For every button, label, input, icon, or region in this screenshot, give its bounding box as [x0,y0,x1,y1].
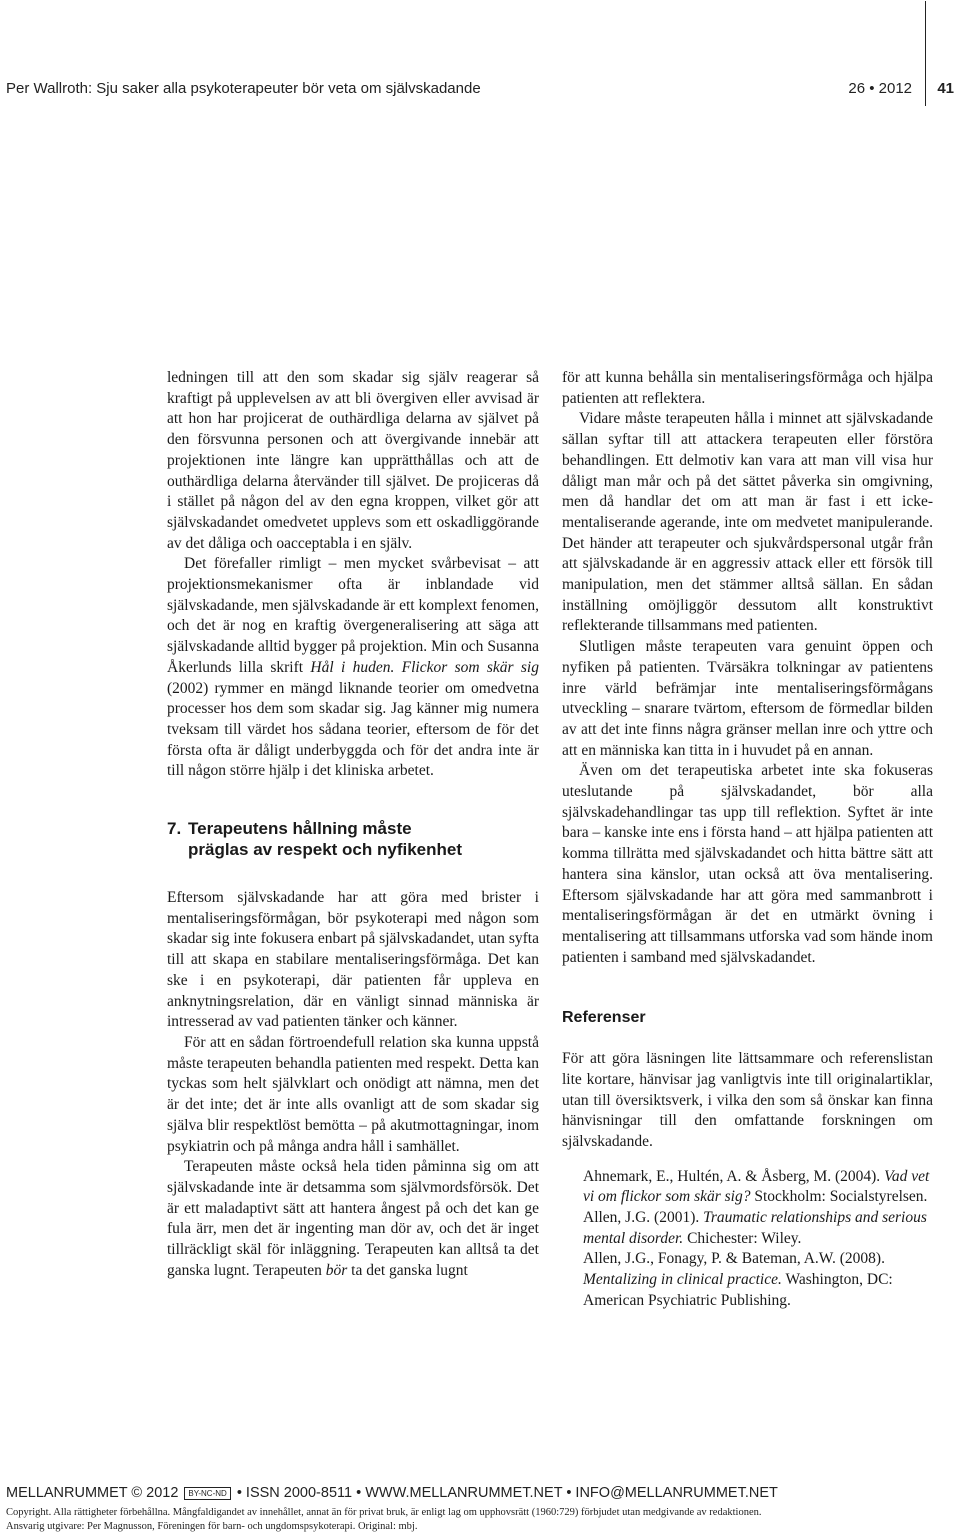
running-header [6,80,954,102]
left-column [167,368,539,1281]
paragraph: För att en sådan förtroendefull relation ska kunna uppstå måste terapeuten behandla patienten med respekt. Detta kan tyckas som helt självklart och onödigt att nämna, men det är det inte; det är inte alls ovanligt att de som skadar sig själva blir respektlöst bemötta – på akutmottagningar, inom psykiatrin och på många andra håll i samhället. [167,1033,539,1155]
paragraph: Vidare måste terapeuten hålla i minnet att självskadande sällan syftar till att attackera terapeuten eller förstöra behandlingen. Ett delmotiv kan vara att man vill visa hur dåligt man mår och på det sättet påverka sin omgivning, men då handlar det om att man är fast i ett icke-mentaliserande agerande, inte om medvetet manipulerande. Det händer att terapeuter och sjukvårdspersonal utgår från att självskadande är en aggressiv attack eller ett försök till manipulation, men det stämmer alltså sällan. En sådan inställning omöjliggör dessutom allt konstruktivt reflekterande tillsammans med patienten. [562,410,933,635]
journal-name: MELLANRUMMET © 2012 [6,1485,179,1501]
page-number: 41 [937,80,954,97]
reference-item: Allen, J.G. (2001). Traumatic relationships and serious mental disorder. Chichester: Wiley. [583,1209,927,1247]
paragraph: ledningen till att den som skadar sig själv reagerar så kraftigt på upplevelsen av att bli övergiven eller avvisad är att hon har projicerat de outhärdliga delarna av självet på den försvunna personen och att övergivande innebär att projektionen inte längre kan upprätthållas och att de outhärdliga delarna återvänder till självet. De projiceras då i stället på någon del av den egna kroppen, vilket gör att självskadandet omedvetet upplevs som ett oskadliggörande av det dåliga och oacceptabla i en själv. [167,369,539,552]
paragraph: Terapeuten måste också hela tiden påminna sig om att självskadande inte är detsamma som självmordsförsök. Det är ett maladaptivt sätt att hantera ångest på och det kan ge fula ärr, men det är ingenting man dör av, och det är inget tillräckligt skäl för inläggning. Terapeuten kan alltså ta det ganska lugnt. Terapeuten bör ta det ganska lugnt [167,1158,539,1279]
section-number: 7. [167,819,182,839]
reference-item: Allen, J.G., Fonagy, P. & Bateman, A.W. (2008). Mentalizing in clinical practice. Washington, DC: American Psychiatric Publishing. [583,1250,893,1309]
references-intro: För att göra läsningen lite lättsammare och referenslistan lite kortare, hänvisar jag vanligtvis inte till originalartiklar, utan till översiktsverk, i vilka den som så önskar kan finna hänvisningar till den omfattande forskningen om självskadande. [562,1050,933,1150]
paragraph: Eftersom självskadande har att göra med brister i mentaliseringsförmågan, bör psykoterapi med någon som skadar sig inte fokusera enbart på självskadandet, utan syfta till att skapa en stabilare mentaliseringsförmåga. Det kan ske i en psykoterapi, där patienten får uppleva en anknytningsrelation, där en vänligt sinnad människa är intresserad av vad patienten tänker och känner. [167,889,539,1031]
reference-item: Ahnemark, E., Hultén, A. & Åsberg, M. (2004). Vad vet vi om flickor som skär sig? Stockholm: Socialstyrelsen. [583,1167,930,1206]
footer [6,1485,954,1501]
article-title: Per Wallroth: Sju saker alla psykoterapeuter bör veta om självskadande [6,80,481,97]
issn-contact: • ISSN 2000-8511 • WWW.MELLANRUMMET.NET • INFO@MELLANRUMMET.NET [236,1485,778,1501]
paragraph: för att kunna behålla sin mentaliseringsförmåga och hjälpa patienten att reflektera. [562,369,933,407]
paragraph: Slutligen måste terapeuten vara genuint öppen och nyfiken på patienten. Tvärsäkra tolkningar av patientens inre värld befrämjar inte mentaliseringsförmågans utveckling – snarare tvärtom, eftersom de förmedlar bilden av att det inte finns några gränser mellan inre och yttre och att en människa kan titta in i huvudet på en annan. [562,638,933,759]
references-heading: Referenser [562,1009,646,1027]
right-column [562,368,933,1312]
header-divider [925,1,926,106]
paragraph: Även om det terapeutiska arbetet inte ska fokuseras uteslutande på självskadandet, bör alla självskadehandlingar tas upp till reflektion. Syftet är inte bara – kanske inte ens i första hand – att hjälpa patienten att komma tillrätta med självskadandet och hitta bättre sätt att hantera sina känslor, utan också att öva mentalisering. Eftersom självskadande har att göra med sammanbrott i mentaliseringsförmågan är det en utmärkt övning i mentalisering att tillsammans utforska vad som hände inom patienten i samband med självskadandet. [562,762,934,966]
issue-label: 26 • 2012 [848,80,912,97]
cc-license-badge: BY-NC-ND [184,1487,230,1500]
section-heading: 7. Terapeutens hållning måste präglas av respekt och nyfikenhet [167,819,462,860]
book-title: Hål i huden. Flickor som skär sig [310,658,539,676]
legal-notice: Copyright. Alla rättigheter förbehållna. Mångfaldigandet av innehållet, annat än för privat bruk, är enligt lag om upphovsrätt (1960:729) förbjudet utan medgivande av redaktionen. Ansvarig utgivare: Per Magnusson, Föreningen för barn- och ungdomspsykoterapi. Original: mbj. [6,1507,762,1532]
paragraph: Det förefaller rimligt – men mycket svårbevisat – att projektionsmekanismer ofta är inblandade vid självskadande, men självskadande är ett komplext fenomen, och det är nog en kraftig övergeneralisering att säga att självskadande alltid bygger på projektion. Min och Susanna Åkerlunds lilla skrift Hål i huden. Flickor som skär sig (2002) rymmer en mängd liknande teorier om omedvetna processer hos dem som skadar sig. Jag känner mig numera tveksam till värdet hos sådana teorier, eftersom de för det första ofta är dåligt underbyggda och för det andra inte är till någon större hjälp i det kliniska arbetet. [167,555,539,780]
